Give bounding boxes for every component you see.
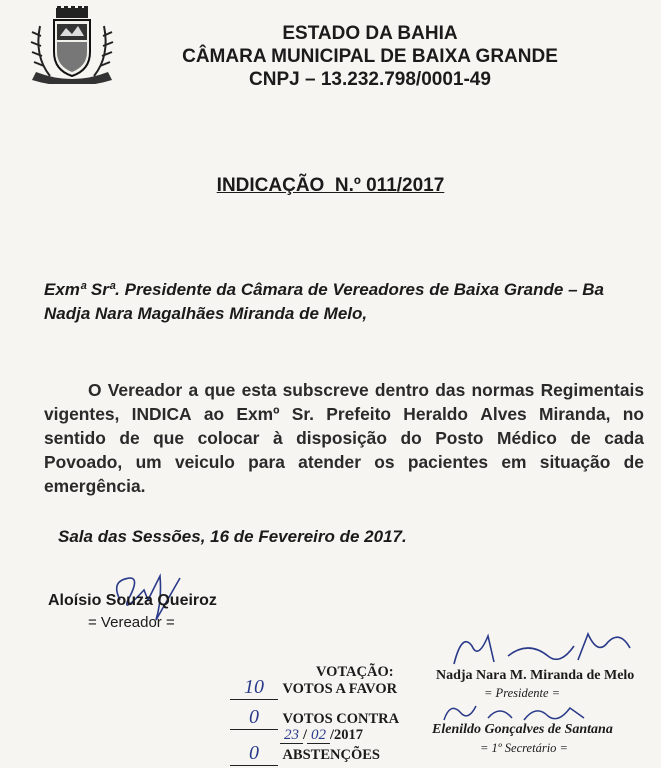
body-word: cada — [604, 428, 644, 448]
voting-date-month: 02 — [307, 727, 330, 744]
body-word: Exmº — [236, 404, 280, 424]
votes-favor-count: 10 — [230, 676, 278, 700]
addressee-line-1: Exmª Srª. Presidente da Câmara de Vereadores de Baixa Grande – Ba — [44, 280, 604, 299]
body-word: em — [501, 452, 527, 472]
body-word: Regimentais — [540, 380, 644, 400]
body-word: Vereador — [107, 380, 183, 400]
body-word: um — [135, 452, 162, 472]
body-line-3 — [44, 426, 644, 450]
voting-date: 23 / 02 /2017 — [280, 726, 363, 744]
document-title — [0, 175, 661, 197]
coat-of-arms-icon — [26, 6, 118, 84]
body-word: situação — [539, 452, 611, 472]
signer-role: = Vereador = — [88, 614, 175, 631]
body-word: que — [204, 380, 236, 400]
votes-favor-row — [230, 676, 397, 700]
body-word: ao — [203, 404, 225, 424]
voting-date-day: 23 — [280, 727, 303, 744]
body-line-2 — [44, 402, 644, 426]
votes-abstention-label: ABSTENÇÕES — [282, 747, 380, 763]
document-title-text: INDICAÇÃO N.º 011/2017 — [216, 175, 445, 196]
body-word: de — [570, 428, 591, 448]
body-word: veiculo — [174, 452, 235, 472]
body-word: que — [153, 428, 185, 448]
body-word: INDICA — [131, 404, 192, 424]
header-cnpj: CNPJ – 13.232.798/0001-49 — [249, 69, 491, 90]
body-word: das — [435, 380, 466, 400]
body-word: subscreve — [282, 380, 369, 400]
body-word: disposição — [296, 428, 387, 448]
signer-name: Aloísio Souza Queiroz — [48, 592, 217, 609]
body-word: de — [119, 428, 140, 448]
body-word: dentro — [374, 380, 430, 400]
body-word: normas — [471, 380, 535, 400]
votes-favor-label: VOTOS A FAVOR — [282, 681, 398, 697]
voting-date-year: /2017 — [330, 727, 364, 743]
header-state: ESTADO DA BAHIA — [282, 23, 458, 44]
addressee-line-2: Nadja Nara Magalhães Miranda de Melo, — [44, 304, 368, 323]
body-word: atender — [298, 452, 361, 472]
body-word: Heraldo — [403, 404, 469, 424]
president-signature-icon — [448, 626, 638, 674]
body-line-1 — [44, 378, 644, 402]
president-role: = Presidente = — [484, 686, 561, 700]
body-word: os — [374, 452, 395, 472]
body-word: Miranda, — [538, 404, 611, 424]
body-word: Povoado, — [44, 452, 123, 472]
body-word: Prefeito — [326, 404, 392, 424]
votes-abstention-row — [230, 742, 380, 766]
body-paragraph — [44, 378, 644, 498]
place-date: Sala das Sessões, 16 de Fevereiro de 2017. — [58, 527, 407, 546]
votes-abstention-count: 0 — [230, 742, 278, 766]
body-word: à — [272, 428, 283, 448]
body-word: Médico — [497, 428, 557, 448]
body-word: vigentes, — [44, 404, 120, 424]
body-word: do — [400, 428, 422, 448]
body-word: colocar — [197, 428, 260, 448]
header-chamber: CÂMARA MUNICIPAL DE BAIXA GRANDE — [182, 46, 558, 67]
body-word: Posto — [435, 428, 484, 448]
secretary-name: Elenildo Gonçalves de Santana — [432, 722, 613, 737]
body-line-5: emergência. — [44, 476, 146, 496]
body-word: pacientes — [407, 452, 489, 472]
votes-against-count: 0 — [230, 706, 278, 730]
votes-against-label: VOTOS CONTRA — [282, 711, 400, 727]
secretary-role: = 1º Secretário = — [480, 741, 568, 755]
body-word: Alves — [480, 404, 527, 424]
voting-title: VOTAÇÃO: — [316, 664, 394, 680]
body-word: para — [248, 452, 285, 472]
president-name: Nadja Nara M. Miranda de Melo — [436, 668, 635, 683]
body-word: esta — [241, 380, 277, 400]
body-word: de — [623, 452, 644, 472]
body-word: O — [88, 380, 102, 400]
body-line-4 — [44, 450, 644, 474]
body-word: a — [188, 380, 199, 400]
body-word: no — [622, 404, 644, 424]
body-word: sentido — [44, 428, 106, 448]
body-word: Sr. — [291, 404, 314, 424]
